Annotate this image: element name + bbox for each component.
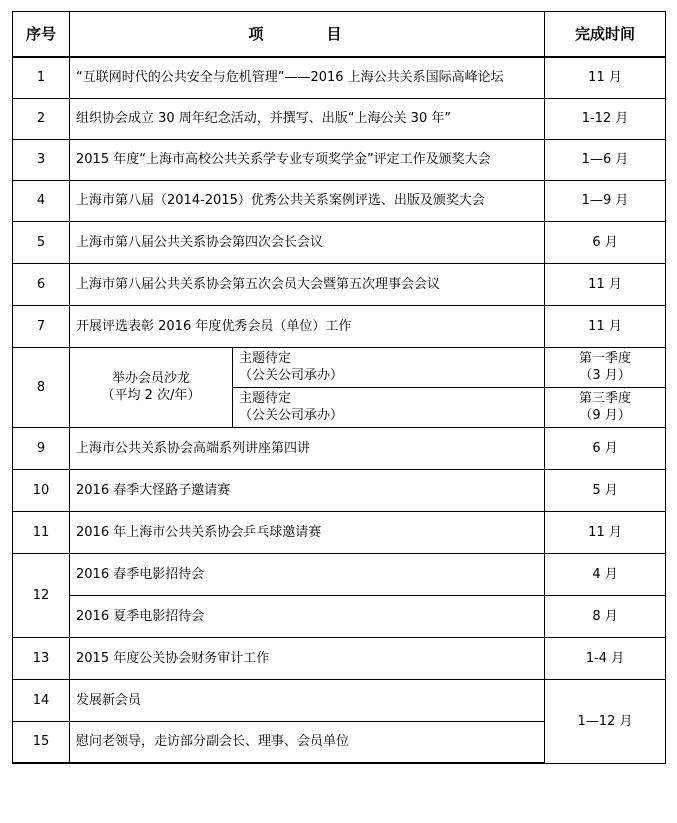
salon-title: 举办会员沙龙 <box>111 371 190 386</box>
table-row <box>13 57 666 98</box>
row-item: 2015 年度公关协会财务审计工作 <box>70 637 545 679</box>
row-time: 1-4 月 <box>545 637 666 679</box>
row-no: 13 <box>13 637 70 679</box>
row-item: 开展评选表彰 2016 年度优秀会员（单位）工作 <box>70 305 545 347</box>
table-row <box>13 98 666 139</box>
salon-quarter: 第三季度 <box>579 391 632 406</box>
row-item: 上海市公共关系协会高端系列讲座第四讲 <box>70 427 545 469</box>
salon-month: （9 月） <box>579 408 631 423</box>
row-item: 2016 夏季电影招待会 <box>70 595 545 637</box>
table-row <box>13 427 666 469</box>
row-no: 4 <box>13 180 70 221</box>
row-no: 8 <box>13 347 70 427</box>
salon-sub-time <box>545 347 666 387</box>
header-no: 序号 <box>13 12 70 58</box>
table-row <box>13 553 666 595</box>
table-row <box>13 139 666 180</box>
row-time: 6 月 <box>545 221 666 263</box>
row-item: 2016 年上海市公共关系协会乒乓球邀请赛 <box>70 511 545 553</box>
salon-sub-time <box>545 387 666 427</box>
row-time: 6 月 <box>545 427 666 469</box>
header-time: 完成时间 <box>545 12 666 58</box>
row-item: “互联网时代的公共安全与危机管理”——2016 上海公共关系国际高峰论坛 <box>70 57 545 98</box>
row-item: 2016 春季电影招待会 <box>70 553 545 595</box>
row-no: 14 <box>13 679 70 721</box>
table-row <box>13 221 666 263</box>
salon-sub-item <box>233 347 545 387</box>
table-row <box>13 595 666 637</box>
row-time: 5 月 <box>545 469 666 511</box>
row-item: 慰问老领导，走访部分副会长、理事、会员单位 <box>70 721 545 763</box>
row-item: 发展新会员 <box>70 679 545 721</box>
row-time: 1—6 月 <box>545 139 666 180</box>
row-no: 10 <box>13 469 70 511</box>
row-time: 1-12 月 <box>545 98 666 139</box>
salon-topic: 主题待定 <box>239 391 292 406</box>
row-no: 1 <box>13 57 70 98</box>
row-item: 上海市第八届公共关系协会第五次会员大会暨第五次理事会会议 <box>70 263 545 305</box>
row-time: 11 月 <box>545 57 666 98</box>
row-no: 7 <box>13 305 70 347</box>
row-time: 11 月 <box>545 511 666 553</box>
salon-sub-item <box>233 387 545 427</box>
row-item: 2015 年度“上海市高校公共关系学专业专项奖学金”评定工作及颁奖大会 <box>70 139 545 180</box>
row-no: 3 <box>13 139 70 180</box>
header-item: 项 目 <box>70 12 545 58</box>
table-row <box>13 347 666 387</box>
row-no: 6 <box>13 263 70 305</box>
salon-host: （公关公司承办） <box>239 408 344 423</box>
table-row <box>13 180 666 221</box>
salon-host: （公关公司承办） <box>239 368 344 383</box>
row-no: 11 <box>13 511 70 553</box>
table-row <box>13 679 666 721</box>
work-plan-table <box>12 11 666 764</box>
salon-topic: 主题待定 <box>239 351 292 366</box>
row-no: 5 <box>13 221 70 263</box>
row-item: 组织协会成立 30 周年纪念活动，并撰写、出版“上海公关 30 年” <box>70 98 545 139</box>
row-item: 上海市第八届公共关系协会第四次会长会议 <box>70 221 545 263</box>
row-time: 8 月 <box>545 595 666 637</box>
header-row <box>13 12 666 58</box>
salon-month: （3 月） <box>579 368 631 383</box>
table-row <box>13 263 666 305</box>
row-item: 上海市第八届（2014-2015）优秀公共关系案例评选、出版及颁奖大会 <box>70 180 545 221</box>
row-time: 11 月 <box>545 263 666 305</box>
table-row <box>13 305 666 347</box>
row-time: 4 月 <box>545 553 666 595</box>
row-item: 2016 春季大怪路子邀请赛 <box>70 469 545 511</box>
row-time: 1—12 月 <box>545 679 666 763</box>
table-row <box>13 469 666 511</box>
row-time: 1—9 月 <box>545 180 666 221</box>
table-row <box>13 511 666 553</box>
row-time: 11 月 <box>545 305 666 347</box>
row-no: 15 <box>13 721 70 763</box>
row-no: 12 <box>13 553 70 637</box>
salon-frequency: （平均 2 次/年） <box>101 388 201 403</box>
row-no: 2 <box>13 98 70 139</box>
salon-quarter: 第一季度 <box>579 351 632 366</box>
row-no: 9 <box>13 427 70 469</box>
table-row <box>13 637 666 679</box>
salon-group-cell <box>70 347 233 427</box>
